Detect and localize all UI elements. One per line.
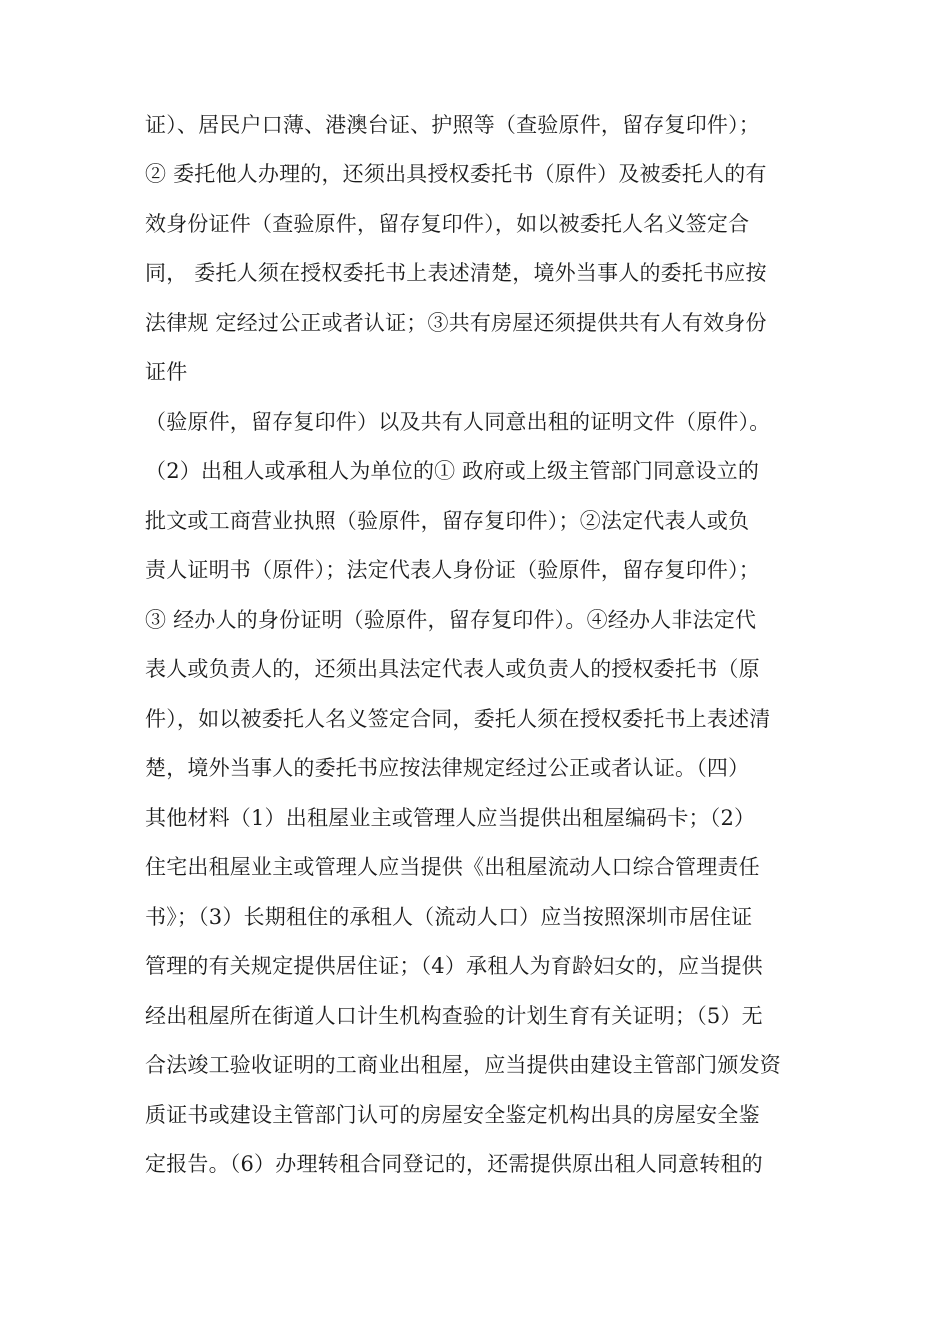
text-line: ② 委托他人办理的，还须出具授权委托书（原件）及被委托人的有: [145, 162, 767, 186]
text-line: 楚，境外当事人的委托书应按法律规定经过公正或者认证。（四）: [145, 756, 750, 780]
text-line: ③ 经办人的身份证明（验原件，留存复印件）。④经办人非法定代: [145, 608, 757, 632]
text-line: 证）、居民户口薄、港澳台证、护照等（查验原件，留存复印件）；: [145, 113, 760, 137]
text-line: （2）出租人或承租人为单位的① 政府或上级主管部门同意设立的: [145, 459, 760, 483]
text-line: 书》；（3）长期租住的承租人（流动人口）应当按照深圳市居住证: [145, 905, 753, 929]
text-line: 证件: [145, 360, 188, 384]
text-line: 效身份证件（查验原件，留存复印件），如以被委托人名义签定合: [145, 212, 750, 236]
text-line: （验原件，留存复印件）以及共有人同意出租的证明文件（原件）。: [145, 410, 771, 434]
text-line: 其他材料（1）出租屋业主或管理人应当提供出租屋编码卡；（2）: [145, 806, 756, 830]
text-line: 管理的有关规定提供居住证；（4）承租人为育龄妇女的，应当提供: [145, 954, 763, 978]
text-line: 表人或负责人的，还须出具法定代表人或负责人的授权委托书（原: [145, 657, 760, 681]
text-line: 合法竣工验收证明的工商业出租屋，应当提供由建设主管部门颁发资: [145, 1053, 781, 1077]
text-line: 经出租屋所在街道人口计生机构查验的计划生育有关证明；（5）无: [145, 1004, 763, 1028]
text-line: 住宅出租屋业主或管理人应当提供《出租屋流动人口综合管理责任: [145, 855, 760, 879]
text-line: 法律规 定经过公正或者认证；③共有房屋还须提供共有人有效身份: [145, 311, 767, 335]
text-line: 件），如以被委托人名义签定合同，委托人须在授权委托书上表述清: [145, 707, 771, 731]
text-line: 定报告。（6）办理转租合同登记的，还需提供原出租人同意转租的: [145, 1152, 763, 1176]
text-line: 同， 委托人须在授权委托书上表述清楚，境外当事人的委托书应按: [145, 261, 767, 285]
text-line: 责人证明书（原件）；法定代表人身份证（验原件，留存复印件）；: [145, 558, 760, 582]
text-line: 质证书或建设主管部门认可的房屋安全鉴定机构出具的房屋安全鉴: [145, 1103, 760, 1127]
text-line: 批文或工商营业执照（验原件，留存复印件）；②法定代表人或负: [145, 509, 750, 533]
